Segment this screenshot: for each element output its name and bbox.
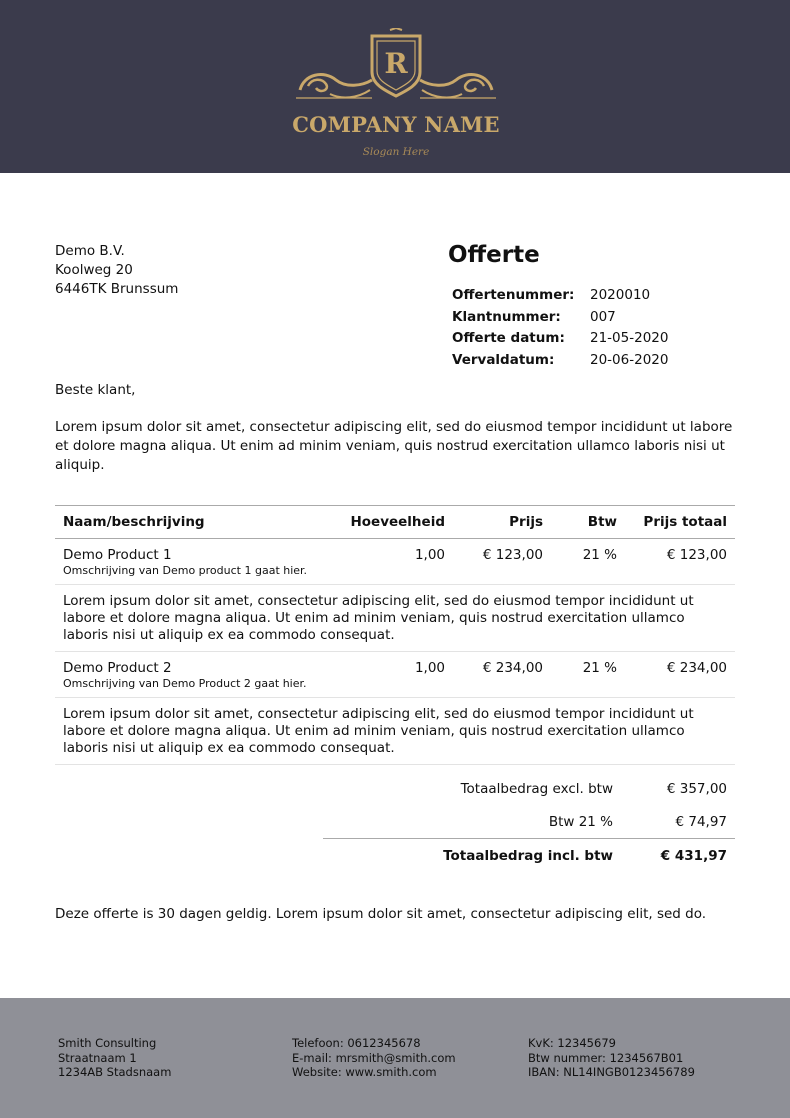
item-subtitle: Omschrijving van Demo product 1 gaat hier. bbox=[63, 564, 308, 577]
item-name: Demo Product 1 bbox=[63, 547, 172, 563]
meta-value: 20-06-2020 bbox=[590, 352, 669, 369]
company-logo bbox=[290, 28, 502, 164]
footer-phone: Telefoon: 0612345678 bbox=[292, 1036, 421, 1050]
quote-meta bbox=[452, 285, 668, 372]
meta-value: 21-05-2020 bbox=[590, 330, 669, 347]
table-header-row bbox=[55, 506, 735, 539]
col-header-price: Prijs bbox=[453, 506, 551, 539]
vat-row bbox=[323, 805, 735, 838]
total-excl-row bbox=[323, 772, 735, 805]
vat-label: Btw 21 % bbox=[548, 813, 613, 830]
col-header-quantity: Hoeveelheid bbox=[333, 506, 453, 539]
item-vat: 21 % bbox=[551, 539, 625, 585]
footer-website: Website: www.smith.com bbox=[292, 1065, 437, 1079]
total-incl-value: € 431,97 bbox=[660, 847, 727, 864]
recipient-street: Koolweg 20 bbox=[55, 262, 133, 278]
recipient-city: 6446TK Brunssum bbox=[55, 281, 179, 297]
item-price: € 234,00 bbox=[453, 652, 551, 698]
totals-block bbox=[323, 772, 735, 872]
meta-row-due-date bbox=[452, 350, 668, 372]
footer-kvk: KvK: 12345679 bbox=[528, 1036, 616, 1050]
item-description: Lorem ipsum dolor sit amet, consectetur adipiscing elit, sed do eiusmod tempor incididunt ut labore et dolore magna aliqua. Ut enim ad minim veniam, quis nostrud exercitation ullamco laboris nisi ut aliquip ex ea commodo consequat. bbox=[55, 585, 735, 652]
item-price: € 123,00 bbox=[453, 539, 551, 585]
footer-registration-column bbox=[528, 1036, 695, 1080]
meta-label: Vervaldatum: bbox=[452, 352, 555, 369]
meta-row-customer-number bbox=[452, 307, 668, 329]
item-total: € 123,00 bbox=[625, 539, 735, 585]
footer-contact-column bbox=[292, 1036, 456, 1080]
intro-paragraph: Lorem ipsum dolor sit amet, consectetur adipiscing elit, sed do eiusmod tempor incididunt ut labore et dolore magna aliqua. Ut enim ad minim veniam, quis nostrud exercitation ullamco laboris nisi ut aliquip. bbox=[55, 419, 733, 473]
footer-vat-number: Btw nummer: 1234567B01 bbox=[528, 1050, 684, 1065]
meta-value: 007 bbox=[590, 308, 616, 325]
table-row bbox=[55, 539, 735, 585]
meta-value: 2020010 bbox=[590, 287, 651, 303]
item-vat: 21 % bbox=[551, 652, 625, 698]
item-quantity: 1,00 bbox=[333, 539, 453, 585]
greeting: Beste klant, bbox=[55, 382, 136, 398]
recipient-name: Demo B.V. bbox=[55, 243, 125, 259]
company-slogan: Slogan Here bbox=[362, 146, 430, 158]
meta-row-quote-number bbox=[452, 285, 668, 307]
items-table bbox=[55, 505, 735, 765]
footer-company-city: 1234AB Stadsnaam bbox=[58, 1065, 172, 1079]
validity-note: Deze offerte is 30 dagen geldig. Lorem ipsum dolor sit amet, consectetur adipiscing elit, sed do. bbox=[55, 906, 707, 922]
meta-label: Offerte datum: bbox=[452, 330, 565, 347]
recipient-address bbox=[55, 242, 178, 299]
page-footer bbox=[0, 998, 790, 1118]
item-name: Demo Product 2 bbox=[63, 660, 172, 676]
document-title: Offerte bbox=[448, 242, 540, 268]
svg-text:R: R bbox=[384, 47, 408, 80]
page-header bbox=[0, 0, 790, 173]
footer-company-street: Straatnaam 1 bbox=[58, 1050, 137, 1065]
table-row-description bbox=[55, 585, 735, 652]
item-description: Lorem ipsum dolor sit amet, consectetur adipiscing elit, sed do eiusmod tempor incididunt ut labore et dolore magna aliqua. Ut enim ad minim veniam, quis nostrud exercitation ullamco laboris nisi ut aliquip ex ea commodo consequat. bbox=[55, 698, 735, 765]
total-excl-value: € 357,00 bbox=[666, 780, 727, 797]
company-name: COMPANY NAME bbox=[292, 112, 500, 137]
meta-label: Klantnummer: bbox=[452, 308, 561, 325]
crest-emblem bbox=[290, 28, 502, 112]
vat-value: € 74,97 bbox=[675, 813, 727, 830]
footer-company-name: Smith Consulting bbox=[58, 1036, 157, 1050]
table-row-description bbox=[55, 698, 735, 765]
footer-iban: IBAN: NL14INGB0123456789 bbox=[528, 1065, 695, 1079]
total-excl-label: Totaalbedrag excl. btw bbox=[460, 780, 613, 797]
item-name-cell bbox=[55, 539, 333, 585]
total-incl-label: Totaalbedrag incl. btw bbox=[443, 847, 613, 864]
footer-company-column bbox=[58, 1036, 171, 1080]
total-incl-row bbox=[323, 838, 735, 872]
meta-label: Offertenummer: bbox=[452, 287, 575, 303]
footer-email: E-mail: mrsmith@smith.com bbox=[292, 1050, 456, 1065]
col-header-vat: Btw bbox=[551, 506, 625, 539]
table-row bbox=[55, 652, 735, 698]
item-quantity: 1,00 bbox=[333, 652, 453, 698]
col-header-name: Naam/beschrijving bbox=[55, 506, 333, 539]
col-header-total: Prijs totaal bbox=[625, 506, 735, 539]
item-total: € 234,00 bbox=[625, 652, 735, 698]
meta-row-quote-date bbox=[452, 328, 668, 350]
item-name-cell bbox=[55, 652, 333, 698]
item-subtitle: Omschrijving van Demo Product 2 gaat hier. bbox=[63, 677, 307, 690]
